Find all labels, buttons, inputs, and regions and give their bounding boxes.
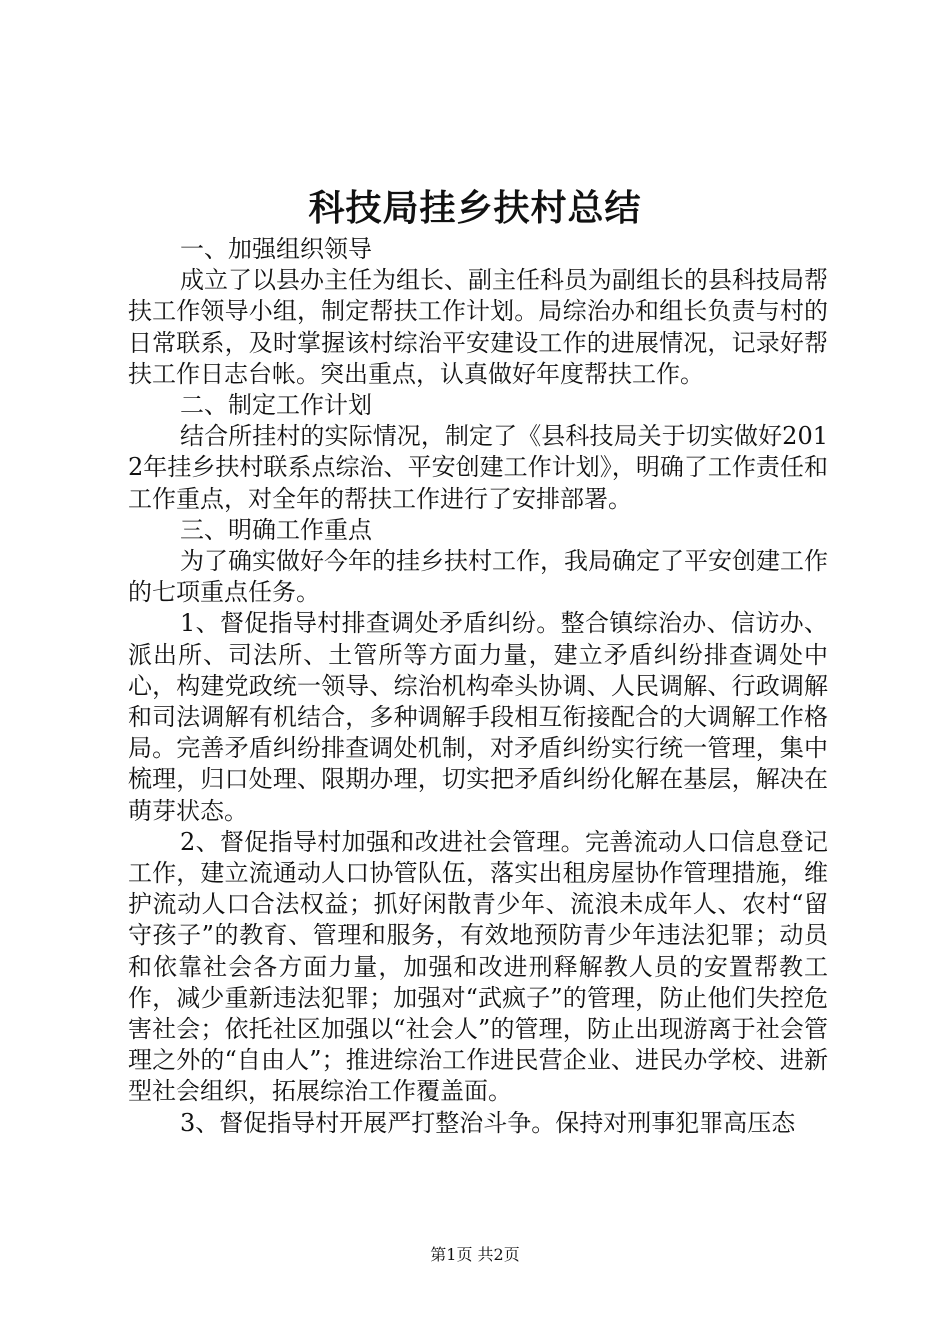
paragraph-key-tasks-intro: 为了确实做好今年的挂乡扶村工作，我局确定了平安创建工作的七项重点任务。 [128,547,828,607]
page-footer: 第1页 共2页 [430,1245,520,1264]
section-heading-3: 三、明确工作重点 [180,515,372,544]
section-heading-2: 二、制定工作计划 [180,391,372,420]
paragraph-task-1: 1、督促指导村排查调处矛盾纠纷。整合镇综治办、信访办、派出所、司法所、土管所等方面力量，建立矛盾纠纷排查调处中心，构建党政统一领导、综治机构牵头协调、人民调解、行政调解和司法调解有机结合，多种调解手段相互衔接配合的大调解工作格局。完善矛盾纠纷排查调处机制，对矛盾纠纷实行统一管理，集中梳理，归口处理、限期办理，切实把矛盾纠纷化解在基层，解决在萌芽状态。 [128,609,828,825]
paragraph-work-plan: 结合所挂村的实际情况，制定了《县科技局关于切实做好2012年挂乡扶村联系点综治、平安创建工作计划》，明确了工作责任和工作重点，对全年的帮扶工作进行了安排部署。 [128,422,828,513]
paragraph-organization: 成立了以县办主任为组长、副主任科员为副组长的县科技局帮扶工作领导小组，制定帮扶工作计划。局综治办和组长负责与村的日常联系，及时掌握该村综治平安建设工作的进展情况，记录好帮扶工作日志台帐。突出重点，认真做好年度帮扶工作。 [128,266,828,388]
section-heading-1: 一、加强组织领导 [180,235,372,263]
paragraph-task-2: 2、督促指导村加强和改进社会管理。完善流动人口信息登记工作，建立流通动人口协管队伍，落实出租房屋协作管理措施，维护流动人口合法权益；抓好闲散青少年、流浪未成年人、农村“留守孩子”的教育、管理和服务，有效地预防青少年违法犯罪；动员和依靠社会各方面力量，加强和改进刑释解教人员的安置帮教工作，减少重新违法犯罪；加强对“武疯子”的管理，防止他们失控危害社会；依托社区加强以“社会人”的管理，防止出现游离于社会管理之外的“自由人”；推进综治工作进民营企业、进民办学校、进新型社会组织，拓展综治工作覆盖面。 [128,827,828,1106]
document-body [128,234,828,1139]
paragraph-task-3: 3、督促指导村开展严打整治斗争。保持对刑事犯罪高压态 [180,1108,796,1137]
document-title: 科技局挂乡扶村总结 [308,187,642,229]
